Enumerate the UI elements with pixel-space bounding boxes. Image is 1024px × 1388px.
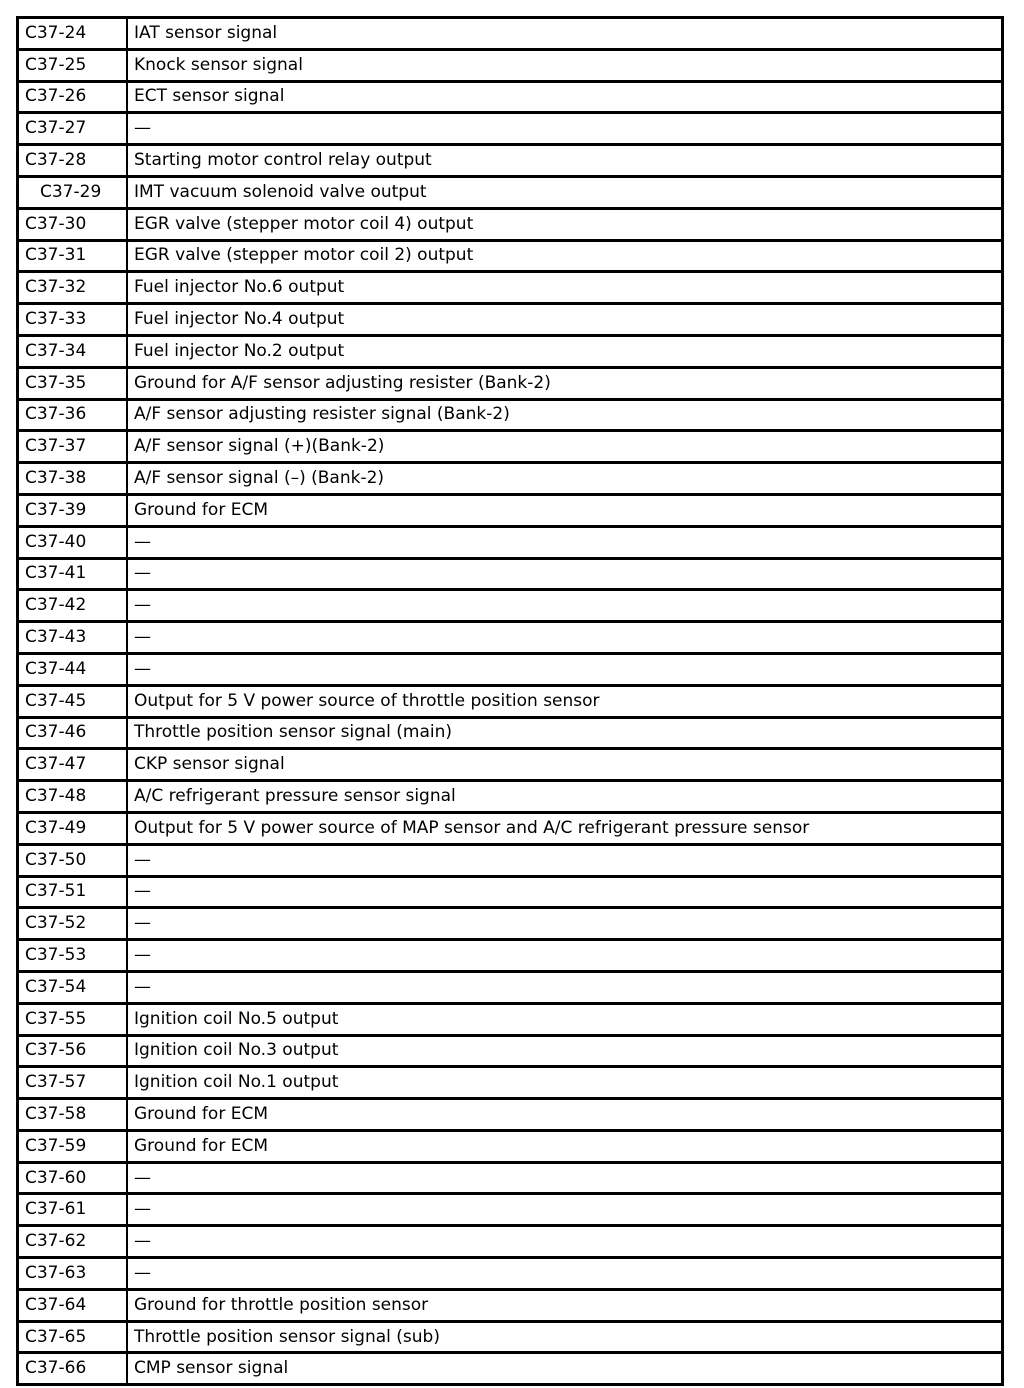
table-row	[18, 1003, 1003, 1035]
table-row	[18, 1194, 1003, 1226]
description-cell: —	[127, 940, 1003, 972]
table-row	[18, 812, 1003, 844]
terminal-cell: C37-38	[18, 463, 128, 495]
description-cell: Knock sensor signal	[127, 49, 1003, 81]
table-row	[18, 145, 1003, 177]
description-cell: Ground for ECM	[127, 494, 1003, 526]
description-cell: EGR valve (stepper motor coil 4) output	[127, 208, 1003, 240]
description-cell: EGR valve (stepper motor coil 2) output	[127, 240, 1003, 272]
description-cell: —	[127, 971, 1003, 1003]
terminal-cell: C37-52	[18, 908, 128, 940]
terminal-cell: C37-29	[18, 176, 128, 208]
description-cell: Ignition coil No.1 output	[127, 1067, 1003, 1099]
table-row	[18, 494, 1003, 526]
terminal-cell: C37-26	[18, 81, 128, 113]
description-cell: —	[127, 558, 1003, 590]
table-row	[18, 590, 1003, 622]
table-row	[18, 49, 1003, 81]
table-row	[18, 1321, 1003, 1353]
table-row	[18, 749, 1003, 781]
terminal-cell: C37-35	[18, 367, 128, 399]
table-row	[18, 1226, 1003, 1258]
terminal-cell: C37-63	[18, 1258, 128, 1290]
description-cell: Starting motor control relay output	[127, 145, 1003, 177]
terminal-cell: C37-55	[18, 1003, 128, 1035]
description-cell: Ignition coil No.5 output	[127, 1003, 1003, 1035]
terminal-cell: C37-57	[18, 1067, 128, 1099]
description-cell: —	[127, 1226, 1003, 1258]
description-cell: CMP sensor signal	[127, 1353, 1003, 1385]
terminal-cell: C37-27	[18, 113, 128, 145]
table-row	[18, 304, 1003, 336]
terminal-cell: C37-24	[18, 18, 128, 50]
terminal-cell: C37-47	[18, 749, 128, 781]
table-row	[18, 622, 1003, 654]
description-cell: —	[127, 1258, 1003, 1290]
terminal-cell: C37-43	[18, 622, 128, 654]
description-cell: Ground for A/F sensor adjusting resister (Bank-2)	[127, 367, 1003, 399]
table-row	[18, 240, 1003, 272]
terminal-cell: C37-34	[18, 335, 128, 367]
terminal-cell: C37-46	[18, 717, 128, 749]
terminal-cell: C37-32	[18, 272, 128, 304]
description-cell: Output for 5 V power source of MAP sensor and A/C refrigerant pressure sensor	[127, 812, 1003, 844]
terminal-cell: C37-45	[18, 685, 128, 717]
table-row	[18, 176, 1003, 208]
terminal-cell: C37-66	[18, 1353, 128, 1385]
description-cell: —	[127, 590, 1003, 622]
terminal-cell: C37-50	[18, 844, 128, 876]
table-row	[18, 876, 1003, 908]
terminal-cell: C37-64	[18, 1289, 128, 1321]
table-row	[18, 526, 1003, 558]
table-row	[18, 781, 1003, 813]
terminal-cell: C37-37	[18, 431, 128, 463]
description-cell: Ground for throttle position sensor	[127, 1289, 1003, 1321]
terminal-cell: C37-28	[18, 145, 128, 177]
table-row	[18, 908, 1003, 940]
table-row	[18, 81, 1003, 113]
description-cell: Output for 5 V power source of throttle position sensor	[127, 685, 1003, 717]
table-row	[18, 1099, 1003, 1131]
terminal-cell: C37-39	[18, 494, 128, 526]
table-row	[18, 653, 1003, 685]
pin-table-body	[18, 18, 1003, 1385]
terminal-cell: C37-48	[18, 781, 128, 813]
description-cell: Throttle position sensor signal (main)	[127, 717, 1003, 749]
table-row	[18, 1130, 1003, 1162]
terminal-cell: C37-61	[18, 1194, 128, 1226]
table-row	[18, 940, 1003, 972]
table-row	[18, 1162, 1003, 1194]
description-cell: A/F sensor signal (+)(Bank-2)	[127, 431, 1003, 463]
table-row	[18, 558, 1003, 590]
terminal-cell: C37-41	[18, 558, 128, 590]
description-cell: ECT sensor signal	[127, 81, 1003, 113]
table-row	[18, 685, 1003, 717]
description-cell: CKP sensor signal	[127, 749, 1003, 781]
table-row	[18, 208, 1003, 240]
table-row	[18, 717, 1003, 749]
terminal-cell: C37-31	[18, 240, 128, 272]
terminal-cell: C37-44	[18, 653, 128, 685]
description-cell: —	[127, 876, 1003, 908]
terminal-cell: C37-33	[18, 304, 128, 336]
description-cell: —	[127, 1194, 1003, 1226]
terminal-cell: C37-51	[18, 876, 128, 908]
description-cell: A/C refrigerant pressure sensor signal	[127, 781, 1003, 813]
description-cell: A/F sensor signal (–) (Bank-2)	[127, 463, 1003, 495]
table-row	[18, 431, 1003, 463]
description-cell: Fuel injector No.6 output	[127, 272, 1003, 304]
terminal-cell: C37-42	[18, 590, 128, 622]
table-row	[18, 971, 1003, 1003]
description-cell: —	[127, 622, 1003, 654]
terminal-cell: C37-62	[18, 1226, 128, 1258]
table-row	[18, 1035, 1003, 1067]
terminal-cell: C37-36	[18, 399, 128, 431]
description-cell: Ignition coil No.3 output	[127, 1035, 1003, 1067]
terminal-cell: C37-59	[18, 1130, 128, 1162]
table-row	[18, 1289, 1003, 1321]
description-cell: IAT sensor signal	[127, 18, 1003, 50]
terminal-cell: C37-60	[18, 1162, 128, 1194]
table-row	[18, 18, 1003, 50]
table-row	[18, 367, 1003, 399]
description-cell: —	[127, 113, 1003, 145]
description-cell: —	[127, 653, 1003, 685]
table-row	[18, 272, 1003, 304]
description-cell: —	[127, 1162, 1003, 1194]
description-cell: Ground for ECM	[127, 1130, 1003, 1162]
table-row	[18, 1353, 1003, 1385]
terminal-pin-table	[16, 16, 1004, 1386]
table-row	[18, 113, 1003, 145]
terminal-cell: C37-40	[18, 526, 128, 558]
description-cell: Throttle position sensor signal (sub)	[127, 1321, 1003, 1353]
table-row	[18, 844, 1003, 876]
terminal-cell: C37-56	[18, 1035, 128, 1067]
description-cell: IMT vacuum solenoid valve output	[127, 176, 1003, 208]
terminal-cell: C37-54	[18, 971, 128, 1003]
description-cell: —	[127, 908, 1003, 940]
terminal-cell: C37-53	[18, 940, 128, 972]
description-cell: Fuel injector No.4 output	[127, 304, 1003, 336]
table-row	[18, 463, 1003, 495]
table-row	[18, 1258, 1003, 1290]
terminal-cell: C37-25	[18, 49, 128, 81]
description-cell: A/F sensor adjusting resister signal (Bank-2)	[127, 399, 1003, 431]
description-cell: —	[127, 526, 1003, 558]
table-row	[18, 335, 1003, 367]
terminal-cell: C37-49	[18, 812, 128, 844]
table-row	[18, 399, 1003, 431]
terminal-cell: C37-58	[18, 1099, 128, 1131]
description-cell: Fuel injector No.2 output	[127, 335, 1003, 367]
description-cell: —	[127, 844, 1003, 876]
terminal-cell: C37-30	[18, 208, 128, 240]
description-cell: Ground for ECM	[127, 1099, 1003, 1131]
terminal-cell: C37-65	[18, 1321, 128, 1353]
table-row	[18, 1067, 1003, 1099]
